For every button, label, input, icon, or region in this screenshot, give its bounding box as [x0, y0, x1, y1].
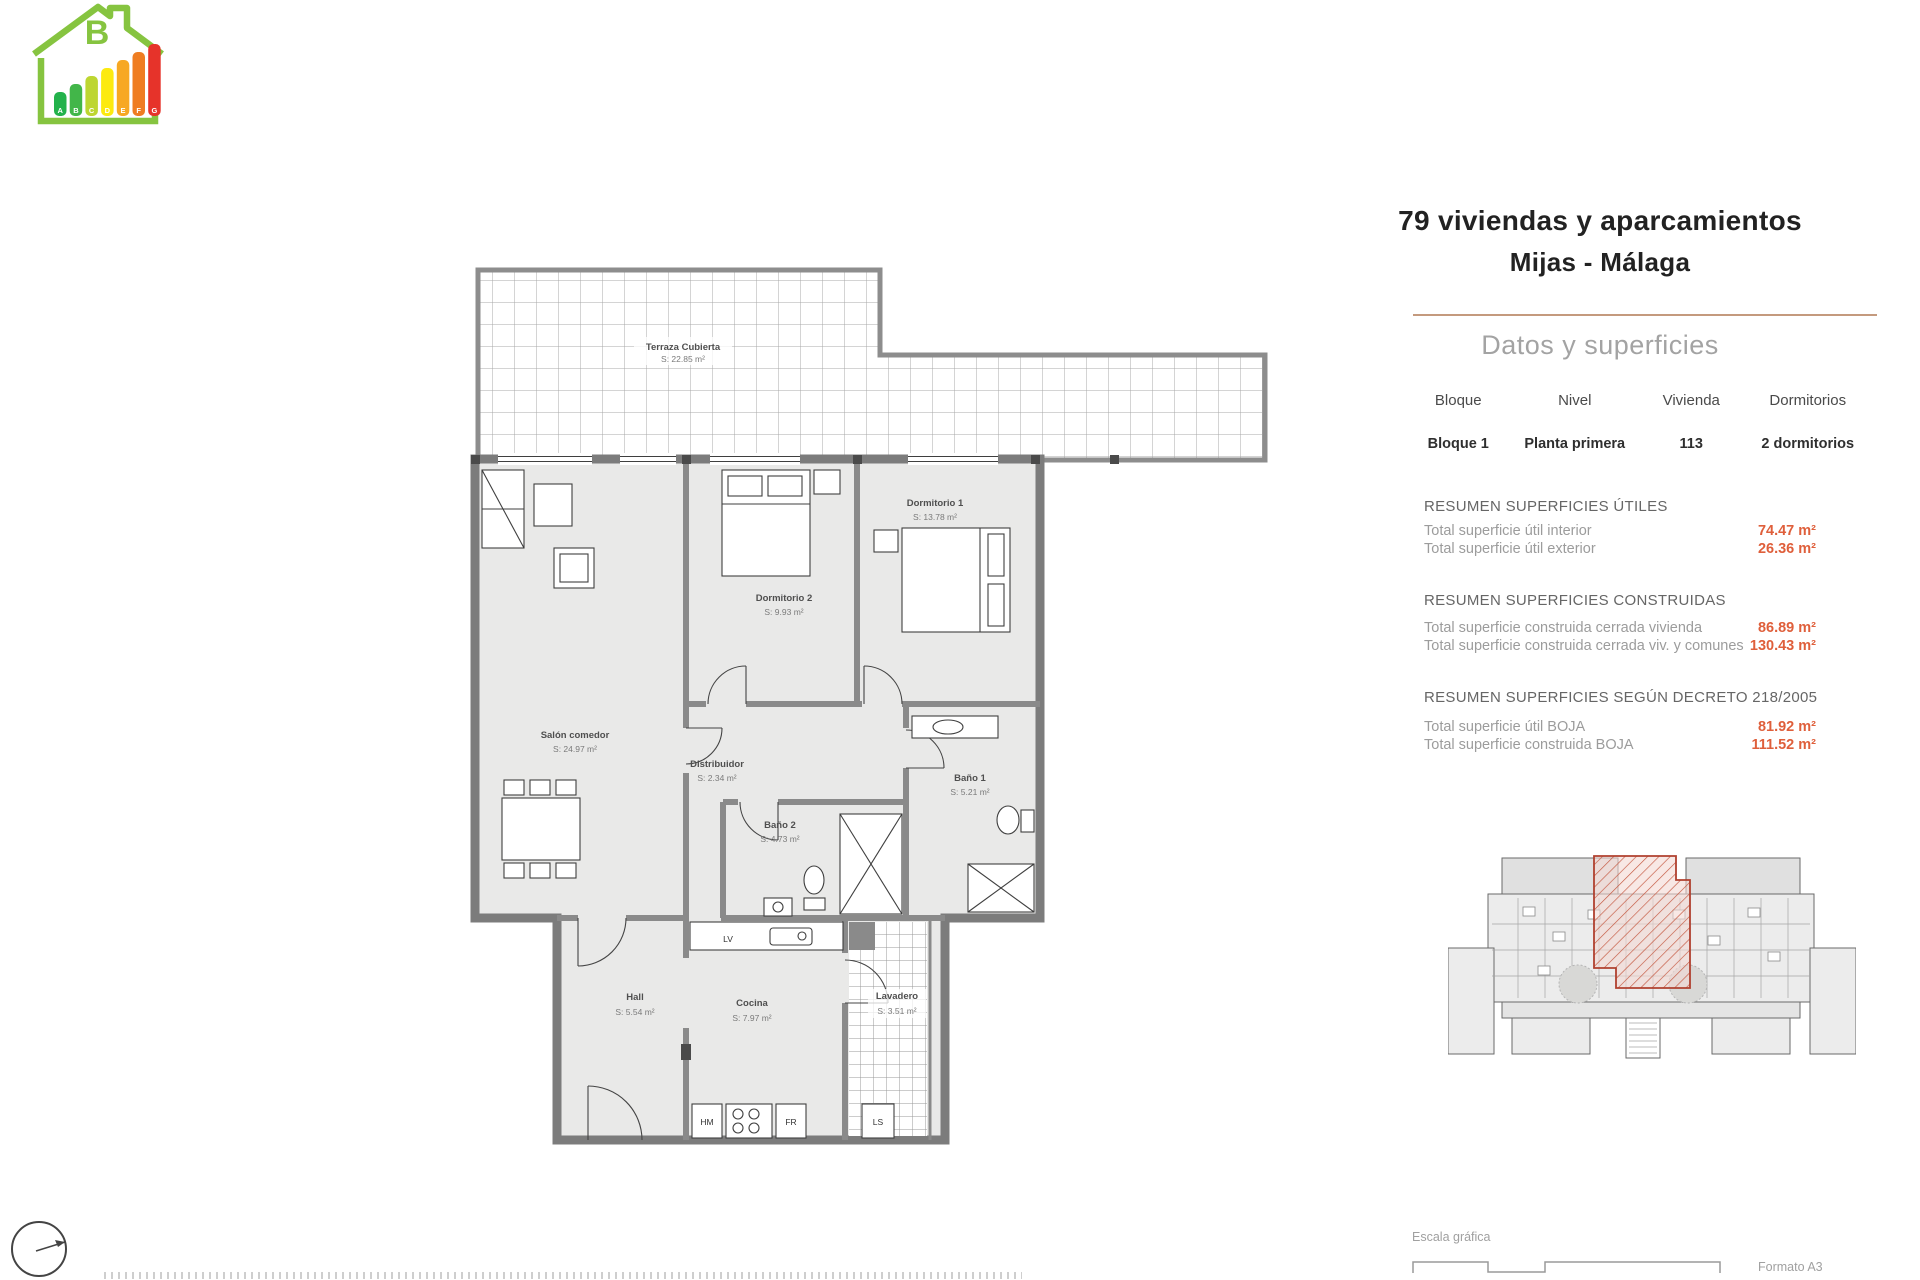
energy-bars-icon: [54, 44, 161, 116]
energy-efficiency-logo: [24, 2, 170, 130]
row-label: Total superficie construida cerrada vivienda: [1424, 620, 1703, 636]
unit-table-row: [1400, 436, 1866, 452]
svg-text:S: 24.97 m²: S: 24.97 m²: [553, 744, 597, 754]
unit-table-headers: [1400, 392, 1866, 409]
svg-text:E: E: [120, 106, 126, 115]
duct-shaft: [849, 922, 875, 950]
col-header-nivel: Nivel: [1558, 392, 1592, 409]
svg-text:S: 4.73 m²: S: 4.73 m²: [760, 834, 800, 844]
svg-text:C: C: [88, 106, 95, 115]
col-header-dormitorios: Dormitorios: [1769, 392, 1847, 409]
section-heading-decreto: RESUMEN SUPERFICIES SEGÚN DECRETO 218/2005: [1424, 689, 1818, 706]
row-label: Total superficie construida cerrada viv. y comunes: [1424, 637, 1744, 654]
col-header-bloque: Bloque: [1434, 392, 1482, 409]
section-heading-construidas: RESUMEN SUPERFICIES CONSTRUIDAS: [1424, 592, 1726, 609]
row-label: Total superficie útil BOJA: [1424, 719, 1586, 735]
unit-nivel: Planta primera: [1524, 436, 1626, 452]
key-plan: [1448, 852, 1856, 1068]
row-label: Total superficie útil interior: [1424, 523, 1592, 539]
row-value: 130.43 m²: [1749, 637, 1816, 654]
floor-plan: [470, 258, 1315, 1158]
patio-circle-left: [1559, 965, 1597, 1003]
room-label-cocina: Cocina: [736, 998, 768, 1009]
section-rows-decreto: [1424, 719, 1816, 754]
north-arrow-icon: [8, 1218, 78, 1280]
col-header-vivienda: Vivienda: [1662, 392, 1720, 409]
scale-bar: [1410, 1255, 1730, 1277]
section-rows-utiles: [1424, 523, 1816, 558]
room-label-distribuidor: Distribuidor: [690, 759, 744, 770]
room-label-dormitorio1: Dormitorio 1: [906, 498, 964, 509]
terrace-tiles: [478, 270, 1265, 460]
svg-text:G: G: [151, 106, 158, 115]
section-rows-construidas: [1424, 620, 1816, 655]
format-label: Formato A3: [1758, 1260, 1823, 1274]
row-label: Total superficie útil exterior: [1424, 540, 1596, 557]
project-title: 79 viviendas y aparcamientos: [1398, 205, 1802, 236]
row-value: 26.36 m²: [1757, 540, 1816, 557]
svg-text:S: 13.78 m²: S: 13.78 m²: [913, 512, 957, 522]
svg-text:S: 5.54 m²: S: 5.54 m²: [615, 1007, 655, 1017]
windows: [498, 453, 998, 465]
row-value: 81.92 m²: [1757, 719, 1816, 735]
room-label-terraza: Terraza Cubierta: [645, 342, 721, 353]
room-label-bano2: Baño 2: [764, 820, 796, 831]
scale-label: Escala gráfica: [1412, 1230, 1491, 1244]
washer-label: LS: [872, 1117, 884, 1127]
svg-text:S: 7.97 m²: S: 7.97 m²: [732, 1013, 772, 1023]
oven-label: HM: [700, 1117, 714, 1127]
unit-bloque: Bloque 1: [1427, 436, 1489, 452]
dishwasher-label: LV: [723, 934, 733, 944]
project-location: Mijas - Málaga: [1509, 247, 1691, 277]
svg-text:S: 2.34 m²: S: 2.34 m²: [697, 773, 737, 783]
svg-text:S: 3.51 m²: S: 3.51 m²: [877, 1006, 917, 1016]
svg-text:B: B: [73, 106, 79, 115]
room-label-bano1: Baño 1: [954, 773, 986, 784]
row-value: 111.52 m²: [1751, 736, 1816, 753]
svg-text:A: A: [57, 106, 63, 115]
panel-title: Datos y superficies: [1481, 330, 1719, 360]
energy-rating-letter: B: [84, 14, 110, 52]
fridge-label: FR: [785, 1117, 797, 1127]
room-label-lavadero: Lavadero: [875, 991, 919, 1002]
room-label-dormitorio2: Dormitorio 2: [755, 593, 813, 604]
room-label-salon: Salón comedor: [540, 730, 610, 741]
highlighted-unit: [1594, 856, 1690, 988]
row-label: Total superficie construida BOJA: [1424, 736, 1634, 753]
svg-text:F: F: [136, 106, 141, 115]
unit-vivienda: 113: [1679, 436, 1703, 452]
cutoff-legend-strip: [104, 1272, 1022, 1279]
panel-divider: [1413, 314, 1877, 316]
room-label-hall: Hall: [626, 992, 644, 1003]
row-value: 86.89 m²: [1757, 620, 1816, 636]
svg-text:S: 5.21 m²: S: 5.21 m²: [950, 787, 990, 797]
unit-dormitorios: 2 dormitorios: [1761, 436, 1855, 452]
row-value: 74.47 m²: [1757, 523, 1816, 539]
svg-text:S: 22.85 m²: S: 22.85 m²: [661, 354, 705, 364]
section-heading-utiles: RESUMEN SUPERFICIES ÚTILES: [1424, 498, 1668, 515]
svg-text:S: 9.93 m²: S: 9.93 m²: [764, 607, 804, 617]
svg-text:D: D: [104, 106, 111, 115]
